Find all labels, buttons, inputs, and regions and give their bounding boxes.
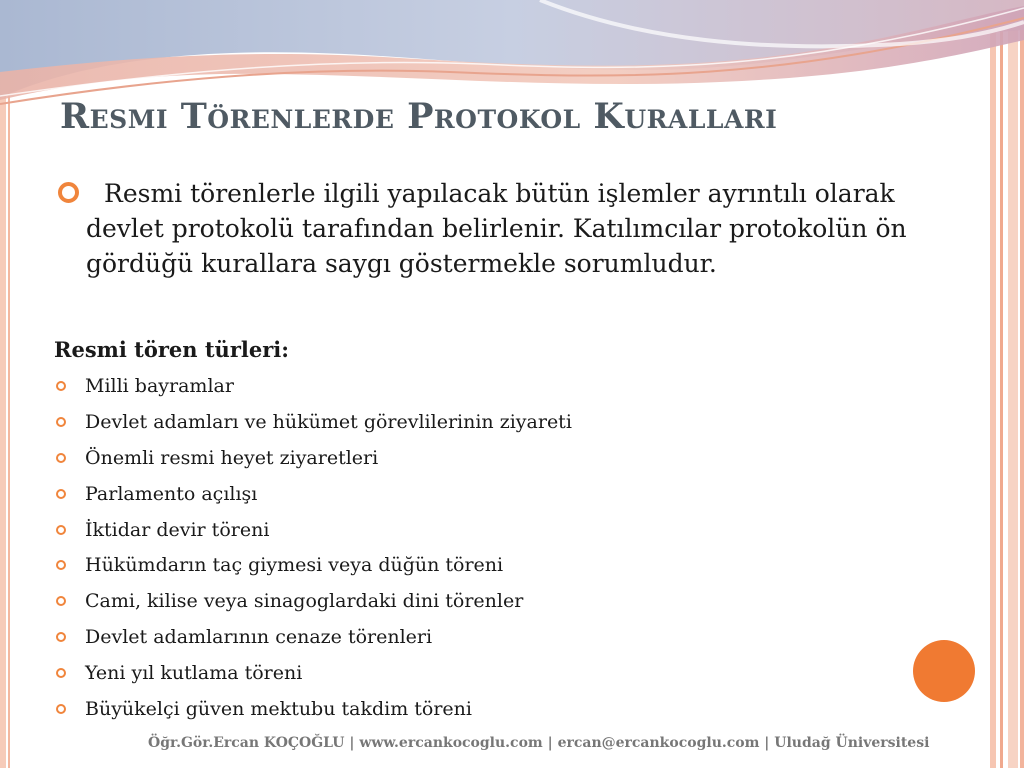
- ring-bullet-icon: [56, 489, 66, 499]
- list-item: [54, 659, 572, 695]
- ring-bullet-icon: [56, 417, 66, 427]
- slide-title: Resmi Törenlerde Protokol Kuralları: [60, 96, 778, 137]
- list-item: [54, 695, 572, 731]
- list-item: [54, 516, 572, 552]
- ring-bullet-icon: [56, 596, 66, 606]
- list-item-label: Yeni yıl kutlama töreni: [85, 662, 303, 685]
- list-item: [54, 480, 572, 516]
- list-item: [54, 623, 572, 659]
- ring-bullet-icon: [56, 560, 66, 570]
- ceremony-type-list: [54, 372, 572, 731]
- list-item-label: Milli bayramlar: [85, 375, 234, 397]
- ring-bullet-icon: [56, 381, 66, 391]
- lead-paragraph: Resmi törenlerle ilgili yapılacak bütün işlemler ayrıntılı olarak devlet protokolü tarafından belirlenir. Katılımcılar protokolün ön gördüğü kurallara saygı göstermekle sorumludur.: [86, 179, 907, 278]
- list-item: [54, 408, 572, 444]
- list-item-label: Büyükelçi güven mektubu takdim töreni: [85, 698, 472, 721]
- list-item: [54, 587, 572, 623]
- ring-bullet-icon: [56, 453, 66, 463]
- list-item: [54, 444, 572, 480]
- list-item: [54, 551, 572, 587]
- list-item-label: Önemli resmi heyet ziyaretleri: [85, 446, 379, 469]
- list-heading: Resmi tören türleri:: [54, 337, 290, 362]
- list-item-label: İktidar devir töreni: [85, 518, 270, 541]
- slide-footer: Öğr.Gör.Ercan KOÇOĞLU | www.ercankocoglu.com | ercan@ercankocoglu.com | Uludağ Üniversitesi: [148, 735, 930, 751]
- ring-bullet-icon: [56, 704, 66, 714]
- ring-bullet-icon: [56, 632, 66, 642]
- ring-bullet-icon: [58, 182, 79, 203]
- list-item-label: Devlet adamlarının cenaze törenleri: [85, 626, 433, 649]
- ring-bullet-icon: [56, 668, 66, 678]
- list-item: [54, 372, 572, 408]
- list-item-label: Parlamento açılışı: [85, 482, 258, 505]
- decorative-orange-circle: [913, 640, 975, 702]
- list-item-label: Devlet adamları ve hükümet görevlilerinin ziyareti: [85, 410, 572, 433]
- ring-bullet-icon: [56, 525, 66, 535]
- list-item-label: Hükümdarın taç giymesi veya düğün töreni: [85, 554, 504, 577]
- list-item-label: Cami, kilise veya sinagoglardaki dini törenler: [85, 590, 524, 613]
